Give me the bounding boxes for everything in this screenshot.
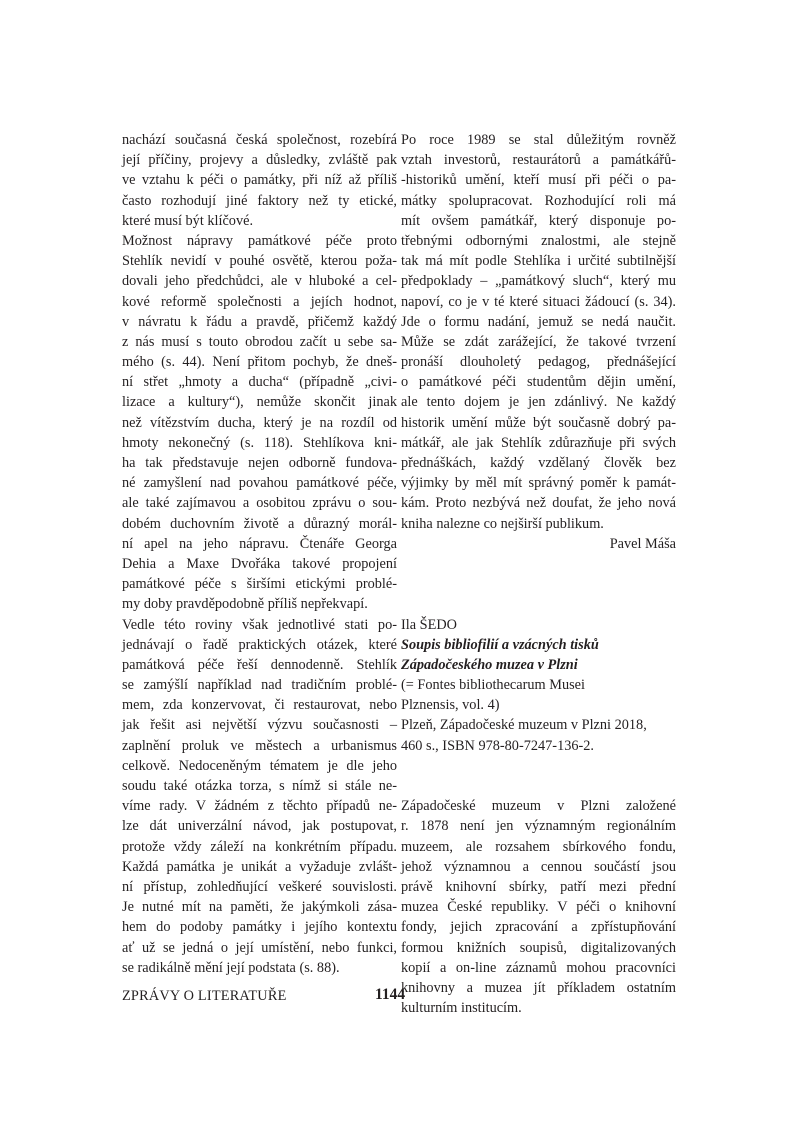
text-line: Může se zdát zarážející, že takové tvrzení — [401, 333, 676, 350]
text-line: mátky spolupracovat. Rozhodující roli má — [401, 192, 676, 209]
text-line: dovali jeho předchůdci, ale v hluboké a cel- — [122, 273, 397, 290]
text-line: dobém duchovním životě a důrazný morál- — [122, 515, 397, 532]
text-line: protože vždy záleží na konkrétním případu. — [122, 838, 397, 855]
text-line: Vedle této roviny však jednotlivé stati po- — [122, 616, 397, 633]
text-line: se zamýšlí například nad tradičním problé- — [122, 677, 397, 694]
book-series: (= Fontes bibliothecarum Musei — [401, 677, 585, 694]
text-line: jednávají o řadě praktických otázek, které — [122, 636, 397, 653]
text-line: kulturním institucím. — [401, 1000, 522, 1017]
right-column — [401, 130, 676, 1018]
review-body — [401, 796, 676, 1018]
text-line: Každá památka je unikát a vyžaduje zvlášt- — [122, 858, 397, 875]
text-line: mem, zda konzervovat, či restaurovat, nebo — [122, 697, 397, 714]
text-line: výjimky by měl mít správný poměr k památ- — [401, 475, 676, 492]
text-line: r. 1878 není jen významným regionálním — [401, 818, 676, 835]
left-column — [122, 130, 397, 978]
text-line: Dehia a Maxe Dvořáka takové propojení — [122, 555, 397, 572]
text-line: mého (s. 44). Není přitom pochyb, že dneš- — [122, 354, 397, 371]
text-line: památková péče řeší dennodenně. Stehlík — [122, 656, 397, 673]
text-line: často rozhodují jiné faktory než ty etické, — [122, 192, 397, 209]
text-line: památkové péče s širšími etickými problé- — [122, 576, 397, 593]
text-line: muzea České republiky. V péči o knihovní — [401, 899, 676, 916]
text-line: hmoty nekonečný (s. 118). Stehlíkova kni- — [122, 434, 397, 451]
text-line: ale tento dojem je jen zdánlivý. Ne každý — [401, 394, 676, 411]
text-line: právě knihovní sbírky, patří mezi přední — [401, 878, 676, 895]
book-title: Soupis bibliofilií a vzácných tisků — [401, 636, 599, 653]
reviewer-signature: Pavel Máša — [609, 535, 676, 552]
book-title: Západočeského muzea v Plzni — [401, 656, 578, 673]
text-line: než vítězstvím ducha, který je na rozdíl od — [122, 414, 397, 431]
book-series: Plznensis, vol. 4) — [401, 697, 500, 714]
text-line: kopií a on-line záznamů mohou pracovníci — [401, 959, 676, 976]
text-line: ať už se jedná o její umístění, nebo funkci, — [122, 939, 397, 956]
text-line: se radikálně mění její podstata (s. 88). — [122, 959, 340, 976]
text-line: ve vztahu k péči o památky, při níž až příliš — [122, 172, 397, 189]
text-line: Jde o formu nadání, jemuž se nedá naučit. — [401, 313, 676, 330]
text-line: které musí být klíčové. — [122, 212, 254, 229]
text-line: celkově. Nedoceněným tématem je dle jeho — [122, 757, 397, 774]
text-line: víme rady. V žádném z těchto případů ne- — [122, 798, 397, 815]
text-line: třebnými odbornými znalostmi, ale stejně — [401, 232, 676, 249]
text-line: -historiků umění, kteří musí při péči o pa- — [401, 172, 676, 189]
text-line: Je nutné mít na paměti, že jakýmkoli zása- — [122, 899, 397, 916]
text-line: jehož významnou a cennou součástí jsou — [401, 858, 676, 875]
text-line: tak má mít podle Stehlíka i určité subtilnější — [401, 253, 676, 270]
text-line: my doby pravděpodobně příliš nepřekvapí. — [122, 596, 368, 613]
page-number: 1144 — [375, 986, 406, 1003]
text-line: vztah investorů, restaurátorů a památkářů- — [401, 152, 676, 169]
book-author: Ila ŠEDO — [401, 616, 457, 633]
text-line: kové reformě společnosti a jejích hodnot, — [122, 293, 397, 310]
text-line: zaplnění proluk ve městech a urbanismus — [122, 737, 397, 754]
text-line: historik umění může být současně dobrý pa- — [401, 414, 676, 431]
text-line: formou knižních soupisů, digitalizovaných — [401, 939, 676, 956]
bibliographic-entry — [401, 615, 676, 756]
text-line: ní přístup, zohledňující veškeré souvislosti. — [122, 878, 397, 895]
text-line: mít ovšem památkář, který disponuje po- — [401, 212, 676, 229]
text-line: ní apel na jeho nápravu. Čtenáře Georga — [122, 535, 397, 552]
section-spacer — [401, 756, 676, 796]
running-footer: ZPRÁVY O LITERATUŘE — [122, 988, 287, 1004]
text-line: knihovny a muzea jít příkladem ostatním — [401, 979, 676, 996]
text-line: né zamyšlení nad povahou památkové péče, — [122, 475, 397, 492]
section-spacer — [401, 594, 676, 614]
text-line: Možnost nápravy památkové péče proto — [122, 232, 397, 249]
text-line: přednáškách, každý vzdělaný člověk bez — [401, 455, 676, 471]
text-line: ní střet „hmoty a ducha“ (případně „civi- — [122, 374, 397, 391]
text-line: ale také zajímavou a osobitou zprávu o sou- — [122, 495, 397, 512]
text-line: lze dát univerzální návod, jak postupovat, — [122, 818, 397, 835]
text-line: její příčiny, projevy a důsledky, zvláště pak — [122, 152, 397, 169]
text-line: Západočeské muzeum v Plzni založené — [401, 798, 676, 815]
text-line: ha tak představuje nejen odborně fundova- — [122, 455, 397, 471]
text-line: kniha nalezne co nejširší publikum. — [401, 515, 604, 532]
text-line: v návratu k řádu a pravdě, přičemž každý — [122, 313, 397, 330]
text-line: Stehlík nevidí v pouhé osvětě, kterou poža- — [122, 253, 397, 270]
text-line: mátkář, ale jak Stehlík zdůrazňuje při svých — [401, 434, 676, 451]
text-line: fondy, jejich zpracování a zpřístupňování — [401, 919, 676, 936]
text-line: o památkové péči studentům dějin umění, — [401, 374, 676, 391]
text-line: napoví, co je v té které situaci žádoucí (s. 34). — [401, 293, 676, 310]
book-imprint: Plzeň, Západočeské muzeum v Plzni 2018, — [401, 717, 647, 734]
book-imprint: 460 s., ISBN 978-80-7247-136-2. — [401, 737, 595, 754]
text-line: nachází současná česká společnost, rozebírá — [122, 132, 397, 148]
text-line: z nás musí s touto obrodou začít u sebe sa- — [122, 333, 397, 350]
text-line: Po roce 1989 se stal důležitým rovněž — [401, 132, 676, 148]
text-line: muzeem, ale rozsahem sbírkového fondu, — [401, 838, 676, 855]
text-line: soudu také otázka torza, s nímž si stále ne- — [122, 778, 397, 794]
text-line: jak řešit asi největší výzvu současnosti – — [122, 717, 397, 734]
text-line: hem do podoby památky i jejího kontextu — [122, 919, 397, 936]
text-line: kám. Proto nezbývá než doufat, že jeho nová — [401, 495, 676, 512]
text-line: předpoklady – „památkový sluch“, který mu — [401, 273, 676, 290]
section-spacer — [401, 554, 676, 594]
text-line: lizace a kultury“), nemůže skončit jinak — [122, 394, 397, 411]
text-line: pronáší dlouholetý pedagog, přednášející — [401, 354, 676, 371]
